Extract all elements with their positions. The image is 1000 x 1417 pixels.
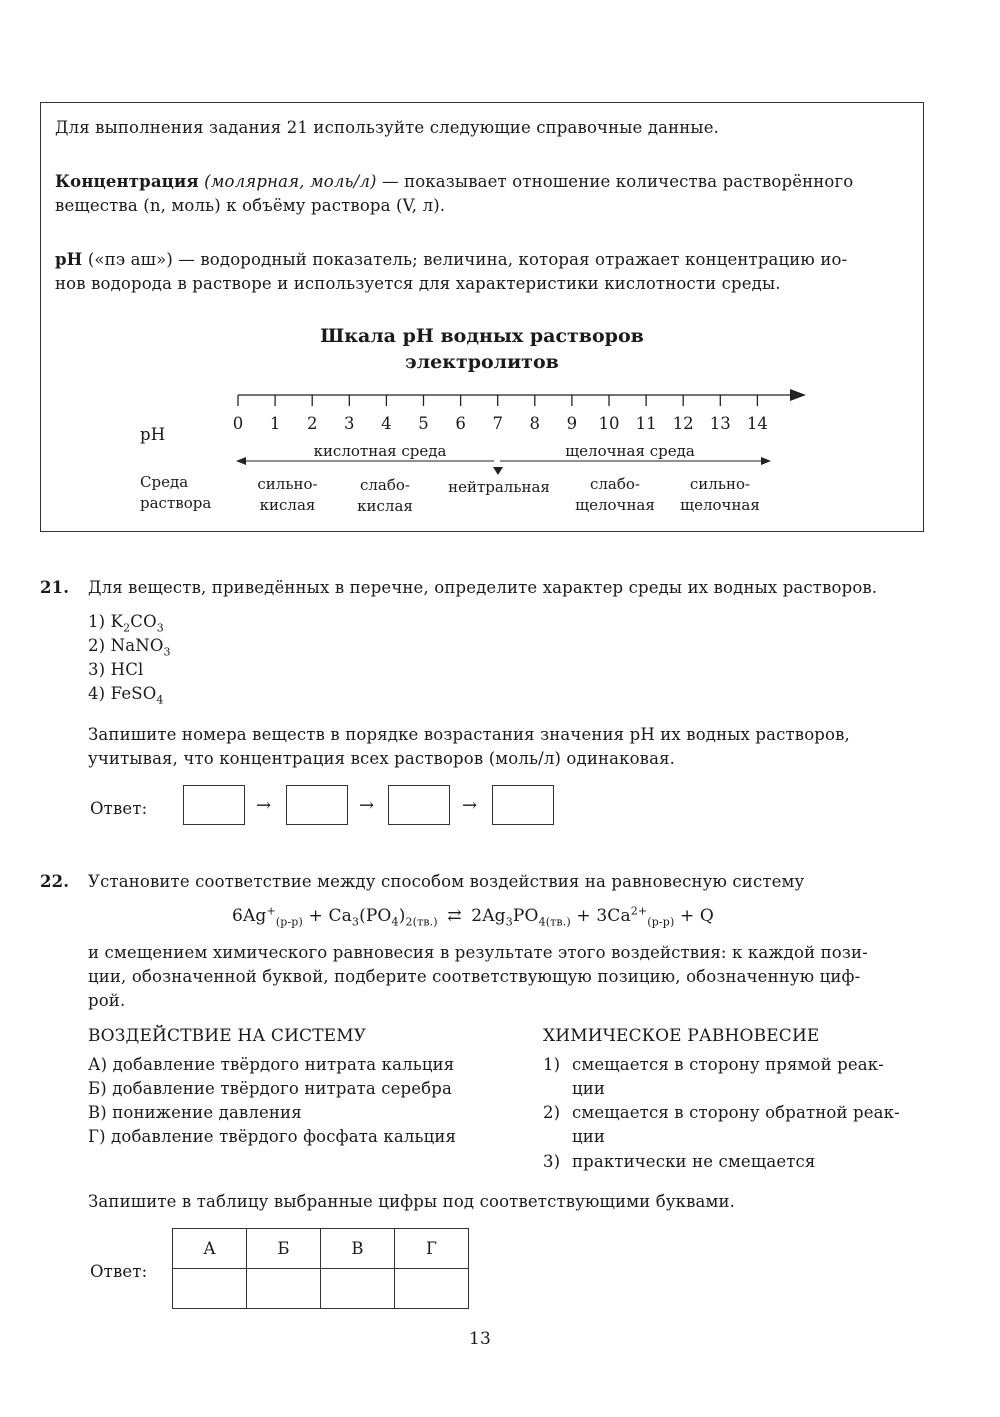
category-strongly-acidic-line2: кислая bbox=[259, 496, 316, 514]
ph-tick-label: 11 bbox=[635, 414, 657, 433]
alkaline-medium-label: щелочная среда bbox=[565, 442, 695, 460]
q22-right-item-2-line2: ции bbox=[572, 1127, 606, 1146]
category-neutral: нейтральная bbox=[448, 478, 550, 496]
q22-text-line2: ции, обозначенной буквой, подберите соответствующую позицию, обозначенную циф- bbox=[88, 967, 861, 986]
q22-left-item-c: В) понижение давления bbox=[88, 1103, 302, 1122]
q21-number: 21. bbox=[40, 578, 70, 597]
ph-tick-label: 6 bbox=[455, 414, 466, 433]
q22-right-item-2-line1: смещается в сторону обратной реак- bbox=[572, 1103, 900, 1122]
q21-arrow-1: → bbox=[256, 795, 272, 816]
category-weakly-acidic-line2: кислая bbox=[357, 497, 413, 515]
q21-instruction-line1: Запишите номера веществ в порядке возрастания значения pH их водных растворов, bbox=[88, 725, 850, 744]
q22-right-item-1-number: 1) bbox=[543, 1055, 561, 1074]
medium-label-line2: раствора bbox=[140, 494, 212, 512]
neutral-point-marker bbox=[493, 467, 503, 475]
page-number: 13 bbox=[469, 1329, 491, 1349]
q21-item-1 bbox=[88, 610, 164, 634]
q22-number: 22. bbox=[40, 872, 70, 891]
scale-title-line2: электролитов bbox=[405, 351, 559, 373]
concentration-def-line2: вещества (n, моль) к объёму раствора (V, л). bbox=[55, 196, 446, 215]
q21-answer-box-2[interactable] bbox=[286, 785, 348, 825]
category-weakly-alkaline-line2: щелочная bbox=[575, 496, 655, 514]
q22-right-item-3-line1: практически не смещается bbox=[572, 1152, 816, 1171]
alkaline-range-arrowhead bbox=[761, 457, 771, 465]
ph-tick-label: 5 bbox=[418, 414, 429, 433]
q21-item-2-formula: NaNO$_3$ bbox=[110, 636, 171, 659]
q21-arrow-2: → bbox=[359, 795, 375, 816]
ph-tick-label: 8 bbox=[529, 414, 541, 433]
ph-tick-label: 0 bbox=[232, 414, 244, 433]
ph-tick-label: 12 bbox=[672, 414, 694, 433]
ph-def-line2: нов водорода в растворе и используется для характеристики кислотности среды. bbox=[55, 274, 781, 293]
q21-answer-label: Ответ: bbox=[90, 799, 148, 818]
ph-term: pH bbox=[55, 250, 83, 269]
q22-table-instruction: Запишите в таблицу выбранные цифры под соответствующими буквами. bbox=[88, 1192, 736, 1211]
q22-left-item-d: Г) добавление твёрдого фосфата кальция bbox=[88, 1127, 457, 1146]
concentration-def-line1: — показывает отношение количества растворённого bbox=[382, 172, 854, 191]
category-strongly-alkaline-line1: сильно- bbox=[689, 475, 751, 493]
q22-right-item-3-number: 3) bbox=[543, 1152, 561, 1171]
q22-answer-cell-a[interactable] bbox=[173, 1269, 247, 1309]
category-weakly-alkaline-line1: слабо- bbox=[589, 475, 640, 493]
ph-tick-label: 14 bbox=[746, 414, 768, 433]
concentration-unit: (молярная, моль/л) bbox=[204, 172, 377, 191]
q22-prompt: Установите соответствие между способом воздействия на равновесную систему bbox=[88, 872, 805, 891]
ph-axis-arrowhead bbox=[790, 389, 806, 401]
q22-answer-cell-d[interactable] bbox=[395, 1269, 469, 1309]
q22-answer-table bbox=[172, 1228, 469, 1309]
category-weakly-acidic-line1: слабо- bbox=[359, 476, 410, 494]
ph-tick-label: 2 bbox=[306, 414, 318, 433]
q21-item-2 bbox=[88, 634, 171, 658]
q21-prompt: Для веществ, приведённых в перечне, определите характер среды их водных растворов. bbox=[88, 578, 878, 597]
scale-title-line1: Шкала pH водных растворов bbox=[320, 325, 644, 347]
q22-right-item-2-number: 2) bbox=[543, 1103, 561, 1122]
q22-right-header: ХИМИЧЕСКОЕ РАВНОВЕСИЕ bbox=[543, 1026, 820, 1046]
q22-answer-header-c: В bbox=[321, 1229, 395, 1269]
q22-answer-cell-c[interactable] bbox=[321, 1269, 395, 1309]
category-strongly-acidic bbox=[240, 474, 335, 516]
ph-tick-label: 1 bbox=[269, 414, 281, 433]
medium-label-line1: Среда bbox=[140, 473, 189, 491]
q22-left-item-b: Б) добавление твёрдого нитрата серебра bbox=[88, 1079, 452, 1098]
ph-tick-label: 9 bbox=[566, 414, 578, 433]
q22-answer-table-header-row bbox=[173, 1229, 469, 1269]
q22-right-item-1-line2: ции bbox=[572, 1079, 606, 1098]
q21-arrow-3: → bbox=[462, 795, 478, 816]
q22-answer-header-d: Г bbox=[395, 1229, 469, 1269]
q22-right-item-1-line1: смещается в сторону прямой реак- bbox=[572, 1055, 884, 1074]
q22-answer-table-input-row bbox=[173, 1269, 469, 1309]
q21-item-3-number: 3) bbox=[88, 660, 106, 679]
q21-item-3-formula: HCl bbox=[110, 660, 144, 679]
q21-item-2-number: 2) bbox=[88, 636, 106, 655]
q22-answer-cell-b[interactable] bbox=[247, 1269, 321, 1309]
q21-item-3 bbox=[88, 658, 143, 682]
q21-instruction-line2: учитывая, что концентрация всех растворов (моль/л) одинаковая. bbox=[88, 749, 676, 768]
q22-text-line1: и смещением химического равновесия в результате этого воздействия: к каждой пози- bbox=[88, 943, 868, 962]
ph-row-label: pH bbox=[140, 425, 166, 444]
concentration-term: Концентрация bbox=[55, 172, 199, 191]
q21-item-4-number: 4) bbox=[88, 684, 106, 703]
acid-medium-label: кислотная среда bbox=[313, 442, 447, 460]
q21-item-4-formula: FeSO$_4$ bbox=[110, 684, 164, 707]
reference-intro: Для выполнения задания 21 используйте следующие справочные данные. bbox=[55, 118, 720, 137]
ph-tick-label: 13 bbox=[709, 414, 731, 433]
q22-left-header: ВОЗДЕЙСТВИЕ НА СИСТЕМУ bbox=[88, 1026, 367, 1046]
category-strongly-acidic-line1: сильно- bbox=[257, 475, 318, 493]
ph-axis-ticks bbox=[238, 395, 757, 406]
acid-range-arrowhead bbox=[236, 457, 246, 465]
ph-tick-label: 4 bbox=[381, 414, 392, 433]
category-strongly-alkaline-line2: щелочная bbox=[680, 496, 760, 514]
q22-text-line3: рой. bbox=[88, 991, 126, 1010]
q21-item-4 bbox=[88, 682, 164, 706]
q21-answer-box-3[interactable] bbox=[388, 785, 450, 825]
q22-answer-header-b: Б bbox=[247, 1229, 321, 1269]
q21-answer-box-1[interactable] bbox=[183, 785, 245, 825]
ph-tick-label: 10 bbox=[598, 414, 620, 433]
q22-equation: $6Ag^+_{(р-р)} + Ca_3(PO_4)_{2(тв.)}$ ⇄ $2Ag_3PO_{4(тв.)} + 3Ca^{2+}_{(р-р)} + Q$ bbox=[232, 904, 714, 929]
ph-tick-label: 7 bbox=[492, 414, 503, 433]
q22-answer-header-a: А bbox=[173, 1229, 247, 1269]
ph-tick-label: 3 bbox=[344, 414, 355, 433]
q22-left-item-a: А) добавление твёрдого нитрата кальция bbox=[88, 1055, 455, 1074]
q21-item-1-formula: $K_2CO_3$ bbox=[110, 612, 164, 635]
q21-answer-box-4[interactable] bbox=[492, 785, 554, 825]
category-weakly-alkaline bbox=[565, 474, 665, 516]
q21-item-1-number: 1) bbox=[88, 612, 106, 631]
category-weakly-acidic bbox=[340, 475, 430, 517]
ph-def-line1: («пэ аш») — водородный показатель; величина, которая отражает концентрацию ио- bbox=[87, 250, 848, 269]
q22-answer-label: Ответ: bbox=[90, 1262, 148, 1281]
equilibrium-arrow: ⇄ bbox=[447, 906, 462, 926]
category-strongly-alkaline bbox=[670, 474, 770, 516]
